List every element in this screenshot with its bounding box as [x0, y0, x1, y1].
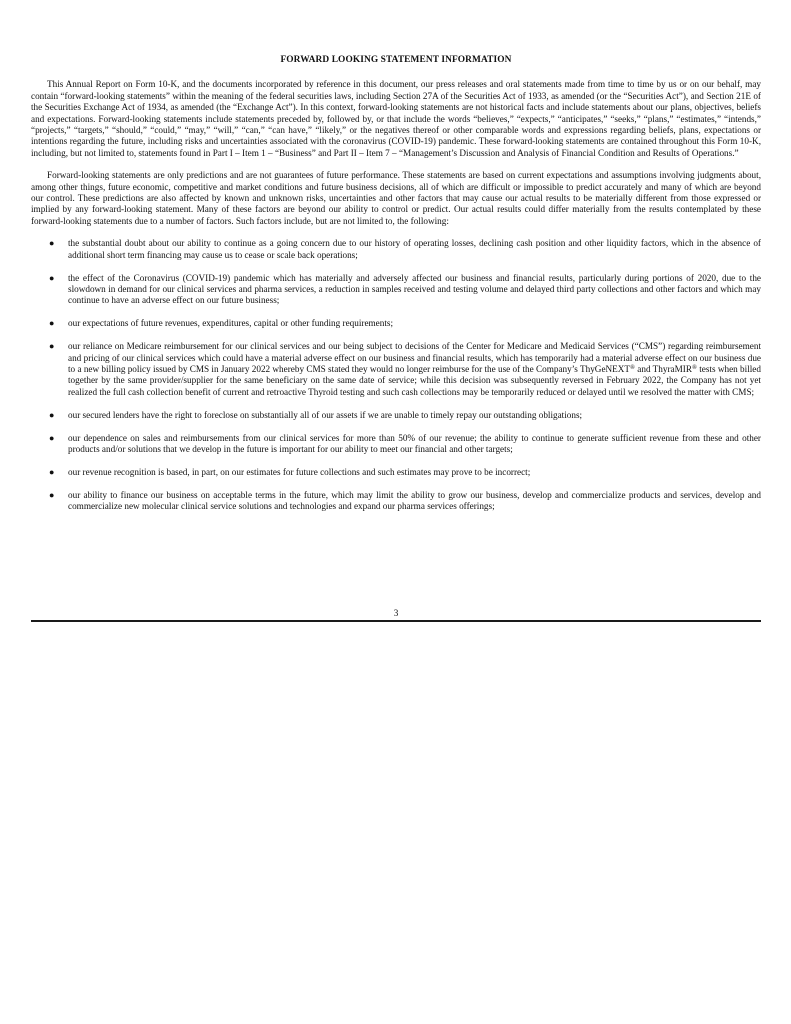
list-item-text [68, 341, 761, 397]
document-page [31, 55, 761, 524]
list-item-text: our dependence on sales and reimbursements from our clinical services for more than 50% of our revenue; the ability to continue to generate sufficient revenue from these and other products and/or solutions that we develop in the future is important for our ability to meet our financial and other targets; [68, 432, 761, 455]
bullet-icon: ● [49, 409, 55, 420]
bullet-icon: ● [49, 432, 55, 443]
list-item [31, 433, 761, 456]
intro-paragraph: This Annual Report on Form 10-K, and the documents incorporated by reference in this document, our press releases and oral statements made from time to time by us or on our behalf, may contain “forward-looking statements” within the meaning of the federal securities laws, including Section 27A of the Securities Act of 1933, as amended (or the “Securities Act”), and Section 21E of the Securities Exchange Act of 1934, as amended (the “Exchange Act”). In this context, forward-looking statements are not historical facts and include statements about our plans, objectives, beliefs and expectations. Forward-looking statements include statements preceded by, followed by, or that include the words “believes,” “expects,” “anticipates,” “seeks,” “plans,” “estimates,” “intends,” “projects,” “targets,” “should,” “could,” “may,” “will,” “can,” “can have,” “likely,” or the negatives thereof or other comparable words and expressions regarding beliefs, plans, expectations or intentions regarding the future, including risks and uncertainties associated with the coronavirus (COVID-19) pandemic. These forward-looking statements are contained throughout this Form 10-K, including, but not limited to, statements found in Part I – Item 1 – “Business” and Part II – Item 7 – “Management’s Discussion and Analysis of Financial Condition and Results of Operations.” [31, 79, 761, 158]
page-footer [31, 608, 761, 622]
list-item-text: our revenue recognition is based, in part, on our estimates for future collections and such estimates may prove to be incorrect; [68, 466, 531, 477]
page-number: 3 [393, 608, 399, 618]
bullet-icon: ● [49, 341, 55, 352]
registered-mark: ® [691, 364, 697, 372]
list-item [31, 490, 761, 513]
cms-text-part-1: our reliance on Medicare reimbursement for our clinical services and our being subject to decisions of the Center for Medicare and Medicaid Services (“CMS”) regarding reimbursement and pricing of our clinical services which could have a material adverse effect on our business and financial results, which has temporarily had a material adverse effect on our business due to a new billing policy issued by CMS in January 2022 whereby CMS stated they would no longer reimburse for the use of the Company’s ThyGeNEXT [68, 341, 761, 375]
bullet-icon: ● [49, 318, 55, 329]
list-item-text: the substantial doubt about our ability to continue as a going concern due to our history of operating losses, declining cash position and other liquidity factors, which in the absence of additional short term financing may cause us to cease or scale back operations; [68, 238, 761, 260]
list-item-text: the effect of the Coronavirus (COVID-19) pandemic which has materially and adversely affected our business and financial results, particularly during portions of 2020, due to the slowdown in demand for our clinical services and pharma services, a reduction in samples received and testing volume and delayed third party collections and other factors and which may continue to have an adverse effect on our future business; [68, 272, 761, 306]
cms-text-part-3: tests when billed together by the same provider/supplier for the same beneficiary on the same date of service; while this decision was subsequently reversed in February 2022, the Company has not yet realized the full cash collection benefit of current and retroactive Thyroid testing and such cash collections may be temporarily reduced or delayed until we resolved the matter with CMS; [68, 364, 761, 397]
footer-divider [31, 620, 761, 622]
list-item [31, 238, 761, 261]
page-title: FORWARD LOOKING STATEMENT INFORMATION [280, 55, 512, 65]
list-item [31, 467, 761, 478]
list-item-text: our secured lenders have the right to foreclose on substantially all of our assets if we are unable to timely repay our outstanding obligations; [68, 409, 583, 420]
list-item [31, 341, 761, 398]
risk-factor-list [31, 238, 761, 512]
bullet-icon: ● [49, 466, 55, 477]
bullet-icon: ● [49, 272, 55, 283]
list-item-text: our ability to finance our business on acceptable terms in the future, which may limit the ability to grow our business, develop and commercialize products and services, develop and commercialize new molecular clinical service solutions and technologies and expand our pharma services offerings; [68, 489, 761, 512]
cms-text-part-2: and ThyraMIR [634, 364, 692, 375]
list-item [31, 273, 761, 307]
list-item [31, 318, 761, 329]
list-item [31, 410, 761, 421]
bullet-icon: ● [49, 238, 55, 249]
predictions-paragraph: Forward-looking statements are only predictions and are not guarantees of future performance. These statements are based on current expectations and assumptions involving judgments about, among other things, future economic, competitive and market conditions and future business decisions, all of which are difficult or impossible to predict accurately and many of which are beyond our control. These predictions are also affected by known and unknown risks, uncertainties and other factors that may cause our actual results to be materially different from those expressed or implied by any forward-looking statement. Many of these factors are beyond our ability to control or predict. Our actual results could differ materially from the results contemplated by these forward-looking statements due to a number of factors. Such factors include, but are not limited to, the following: [31, 170, 761, 226]
registered-mark: ® [630, 364, 635, 372]
bullet-icon: ● [49, 489, 55, 500]
list-item-text: our expectations of future revenues, expenditures, capital or other funding requirements; [68, 318, 394, 329]
